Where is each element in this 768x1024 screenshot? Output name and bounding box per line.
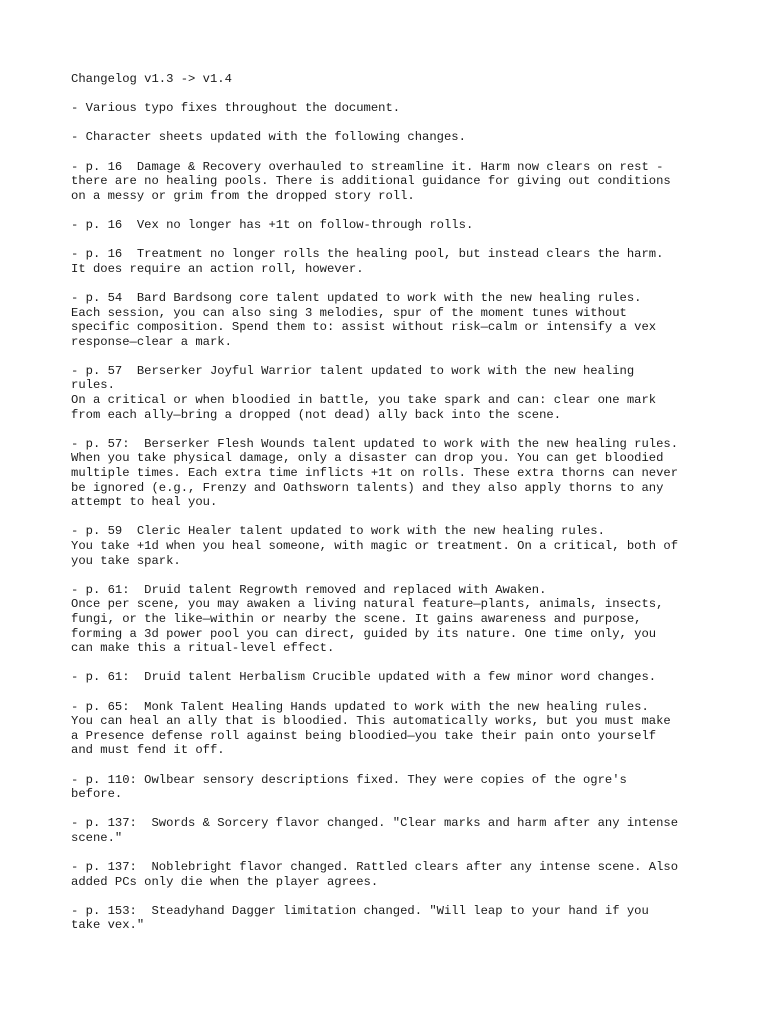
changelog-entry: [71, 130, 711, 145]
changelog-entry: [71, 437, 711, 510]
changelog-entry-line: - p. 61: Druid talent Herbalism Crucible updated with a few minor word changes.: [71, 670, 657, 685]
changelog-entry-line: you take spark.: [71, 553, 181, 568]
changelog-entry-line: and must fend it off.: [71, 743, 225, 758]
changelog-entry-line: When you take physical damage, only a disaster can drop you. You can get bloodied: [71, 451, 664, 466]
changelog-entry: [71, 218, 711, 233]
changelog-entry-line: forming a 3d power pool you can direct, guided by its nature. One time only, you: [71, 626, 657, 641]
changelog-entry-line: specific composition. Spend them to: assist without risk—calm or intensify a vex: [71, 320, 657, 335]
changelog-entry: [71, 247, 711, 276]
changelog-entry: [71, 700, 711, 758]
changelog-entry: [71, 904, 711, 933]
changelog-entry-line: on a messy or grim from the dropped story roll.: [71, 188, 415, 203]
changelog-entry-line: - p. 110: Owlbear sensory descriptions fixed. They were copies of the ogre's: [71, 772, 627, 787]
changelog-entry-line: attempt to heal you.: [71, 495, 218, 510]
changelog-entry-line: - p. 59 Cleric Healer talent updated to work with the new healing rules.: [71, 524, 605, 539]
changelog-entry-line: from each ally—bring a dropped (not dead) ally back into the scene.: [71, 407, 562, 422]
changelog-entry-line: You take +1d when you heal someone, with magic or treatment. On a critical, both of: [71, 539, 679, 553]
changelog-entry-line: response—clear a mark.: [71, 334, 232, 349]
changelog-entry-line: be ignored (e.g., Frenzy and Oathsworn talents) and they also apply thorns to any: [71, 480, 664, 495]
changelog-entry: [71, 364, 711, 422]
changelog-entry-line: scene.": [71, 830, 123, 845]
changelog-entry: [71, 670, 711, 685]
changelog-entry-line: - p. 16 Treatment no longer rolls the healing pool, but instead clears the harm.: [71, 247, 664, 262]
changelog-entry-line: - p. 61: Druid talent Regrowth removed and replaced with Awaken.: [71, 582, 547, 597]
changelog-entry: [71, 291, 711, 349]
changelog-entry-line: fungi, or the like—within or nearby the scene. It gains awareness and purpose,: [71, 611, 642, 626]
changelog-entry-line: before.: [71, 787, 123, 802]
changelog-entry-line: It does require an action roll, however.: [71, 261, 364, 276]
changelog-entry: [71, 524, 711, 568]
changelog-entry-line: - p. 54 Bard Bardsong core talent updated to work with the new healing rules.: [71, 290, 642, 305]
changelog-entry: [71, 101, 711, 116]
changelog-entry-line: a Presence defense roll against being bloodied—you take their pain onto yourself: [71, 728, 657, 743]
changelog-entry-line: rules.: [71, 378, 115, 393]
changelog-entry: [71, 816, 711, 845]
changelog-entry-line: - Character sheets updated with the following changes.: [71, 130, 466, 145]
changelog-entry-line: - p. 137: Swords & Sorcery flavor changed. "Clear marks and harm after any intense: [71, 816, 679, 831]
changelog-entry-line: On a critical or when bloodied in battle, you take spark and can: clear one mark: [71, 393, 657, 408]
changelog-entry-line: - p. 57 Berserker Joyful Warrior talent updated to work with the new healing: [71, 363, 635, 378]
changelog-entry-line: - p. 153: Steadyhand Dagger limitation changed. "Will leap to your hand if you: [71, 903, 649, 918]
changelog-entry-line: - p. 16 Vex no longer has +1t on follow-through rolls.: [71, 217, 474, 232]
changelog-entry: [71, 160, 711, 204]
changelog-entries: [71, 101, 711, 933]
changelog-entry-line: - p. 57: Berserker Flesh Wounds talent updated to work with the new healing rules.: [71, 436, 679, 451]
changelog-entry-line: You can heal an ally that is bloodied. This automatically works, but you must make: [71, 714, 671, 729]
changelog-entry-line: take vex.": [71, 918, 145, 933]
changelog-entry: [71, 773, 711, 802]
changelog-entry-line: - p. 65: Monk Talent Healing Hands updated to work with the new healing rules.: [71, 699, 649, 714]
changelog-entry-line: Once per scene, you may awaken a living natural feature—plants, animals, insects,: [71, 597, 664, 612]
changelog-entry: [71, 860, 711, 889]
changelog-entry-line: - p. 137: Noblebright flavor changed. Rattled clears after any intense scene. Also: [71, 860, 679, 875]
changelog-entry-line: can make this a ritual-level effect.: [71, 641, 335, 656]
changelog-entry: [71, 583, 711, 656]
changelog-title: Changelog v1.3 -> v1.4: [71, 72, 232, 86]
changelog-entry-line: there are no healing pools. There is additional guidance for giving out conditions: [71, 174, 671, 189]
changelog-page: [71, 72, 711, 948]
changelog-entry-line: added PCs only die when the player agrees.: [71, 874, 379, 889]
changelog-entry-line: - Various typo fixes throughout the document.: [71, 101, 401, 116]
changelog-entry-line: - p. 16 Damage & Recovery overhauled to streamline it. Harm now clears on rest -: [71, 159, 664, 174]
changelog-entry-line: multiple times. Each extra time inflicts +1t on rolls. These extra thorns can never: [71, 466, 679, 481]
changelog-entry-line: Each session, you can also sing 3 melodies, spur of the moment tunes without: [71, 305, 627, 320]
